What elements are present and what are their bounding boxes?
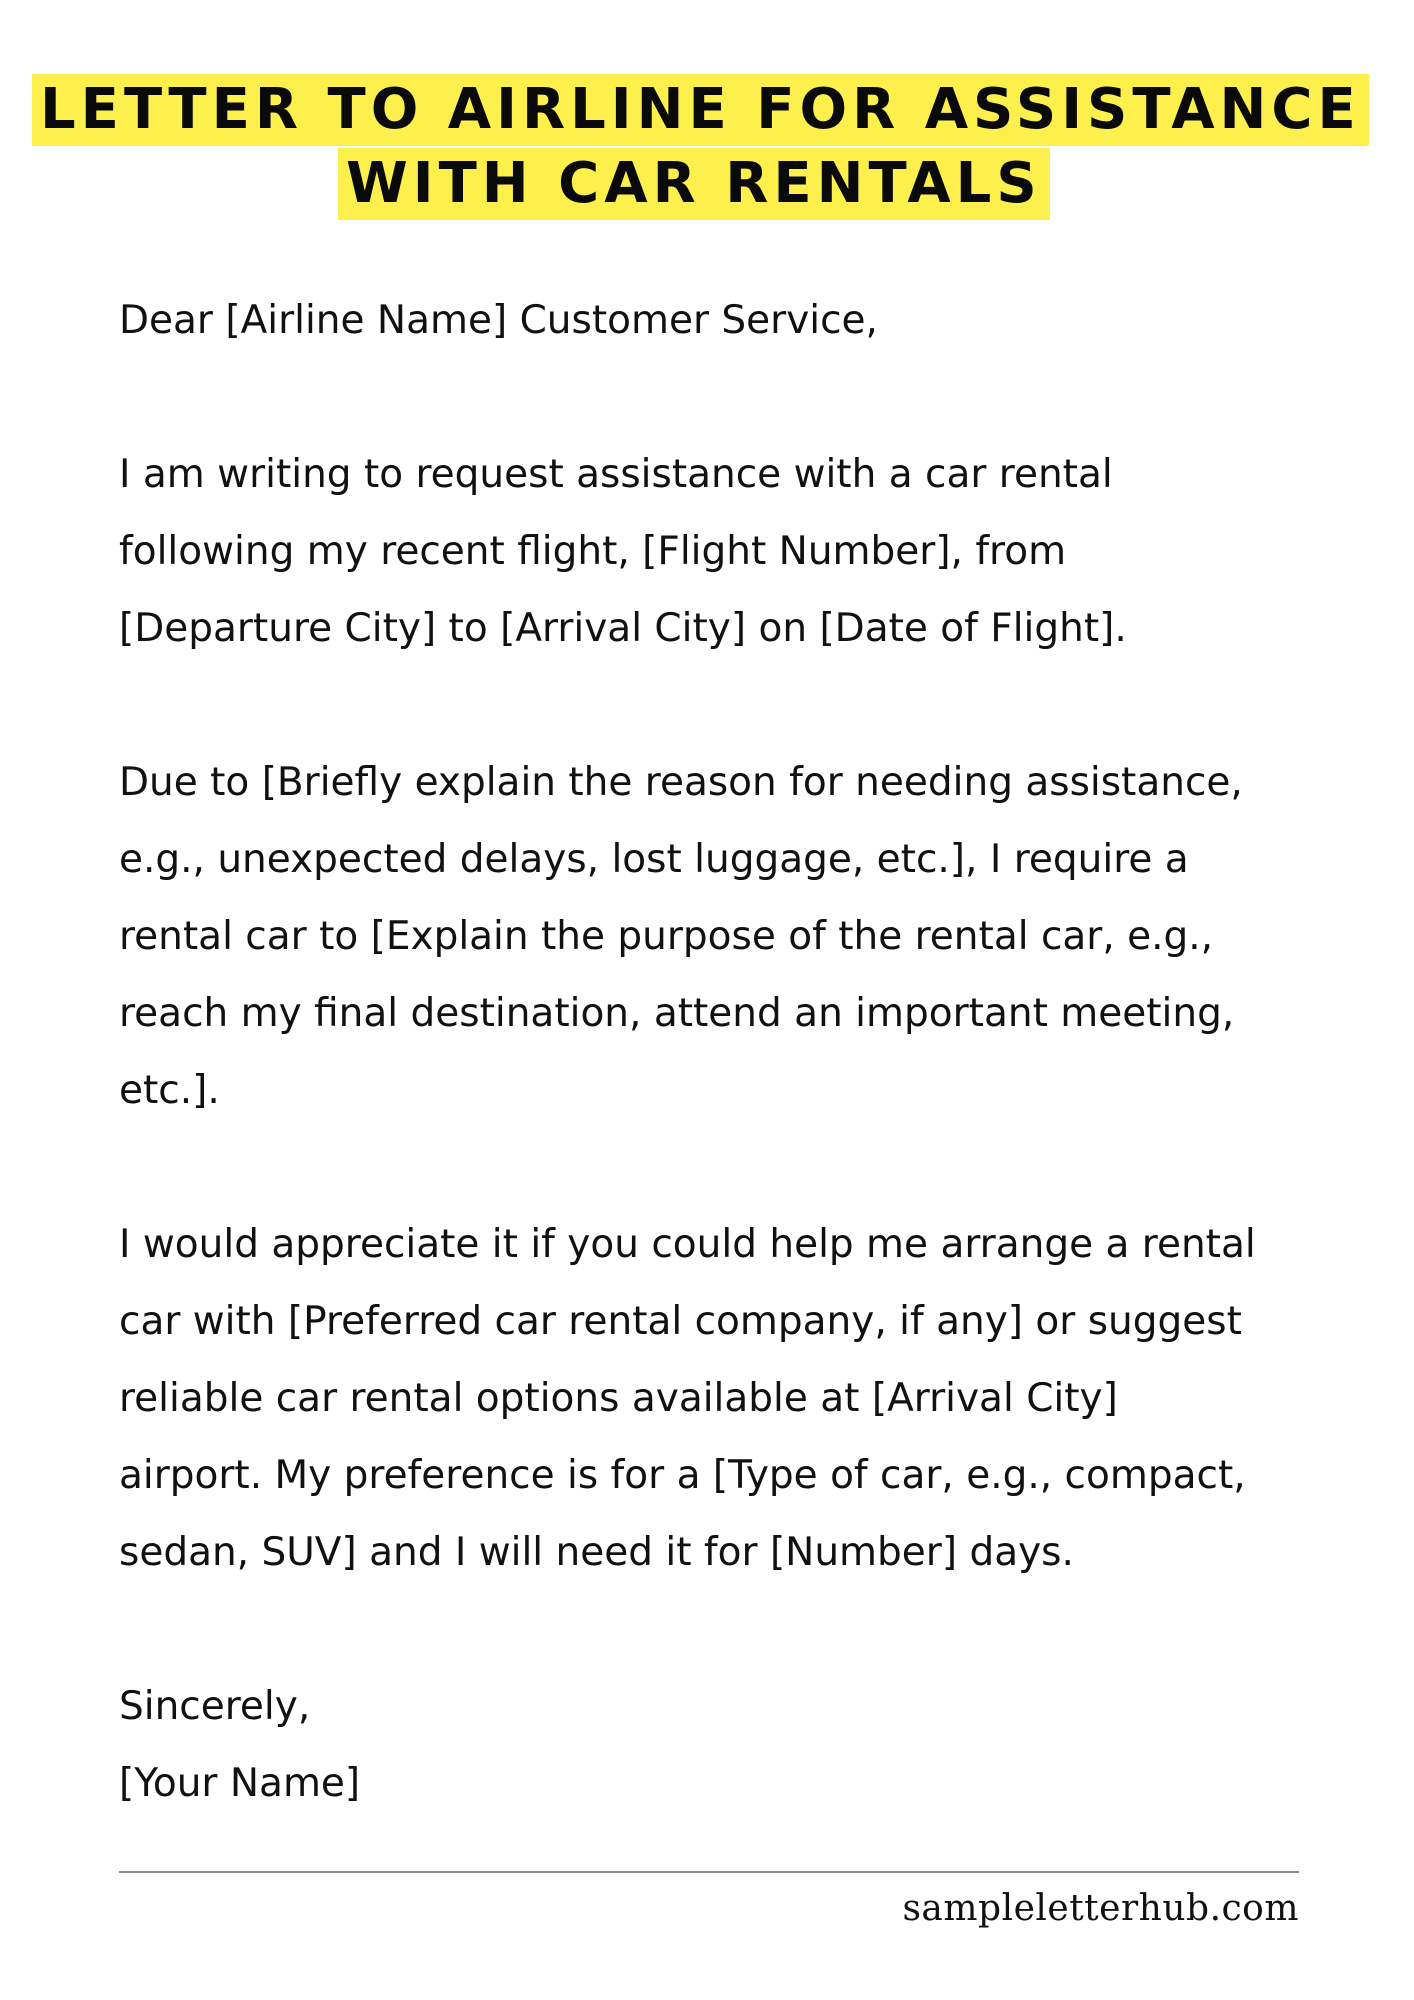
paragraph-line: e.g., unexpected delays, lost luggage, etc.], I require a [119,837,1189,882]
paragraph-line: Due to [Briefly explain the reason for needing assistance, [119,760,1243,805]
paragraph-line: airport. My preference is for a [Type of car, e.g., compact, [119,1453,1246,1498]
footer-website: sampleletterhub.com [902,1888,1299,1929]
paragraph-spacer [119,1129,1369,1206]
paragraph-line: [Departure City] to [Arrival City] on [Date of Flight]. [119,606,1127,651]
paragraph-line: reach my final destination, attend an important meeting, [119,991,1235,1036]
paragraph-line: I would appreciate it if you could help me arrange a rental [119,1222,1256,1267]
paragraph-line: reliable car rental options available at [Arrival City] [119,1376,1118,1421]
paragraph-line: sedan, SUV] and I will need it for [Number] days. [119,1530,1074,1575]
paragraph-line: car with [Preferred car rental company, if any] or suggest [119,1299,1242,1344]
paragraph-spacer [119,667,1369,744]
letter-body [119,282,1369,1822]
paragraph-spacer [119,1591,1369,1668]
paragraph-line: I am writing to request assistance with a car rental [119,452,1113,497]
paragraph-request [119,436,1369,667]
title-line-1: LETTER TO AIRLINE FOR ASSISTANCE [32,74,1369,146]
paragraph-line: following my recent flight, [Flight Number], from [119,529,1067,574]
salutation: Dear [Airline Name] Customer Service, [119,298,878,343]
footer-divider [119,1871,1299,1873]
paragraph-spacer [119,359,1369,436]
closing: Sincerely, [119,1684,311,1729]
title-line-2: WITH CAR RENTALS [338,148,1050,220]
paragraph-line: rental car to [Explain the purpose of the rental car, e.g., [119,914,1214,959]
paragraph-request-details [119,1206,1369,1591]
paragraph-reason [119,744,1369,1129]
paragraph-line: etc.]. [119,1068,220,1113]
signature-placeholder: [Your Name] [119,1761,361,1806]
